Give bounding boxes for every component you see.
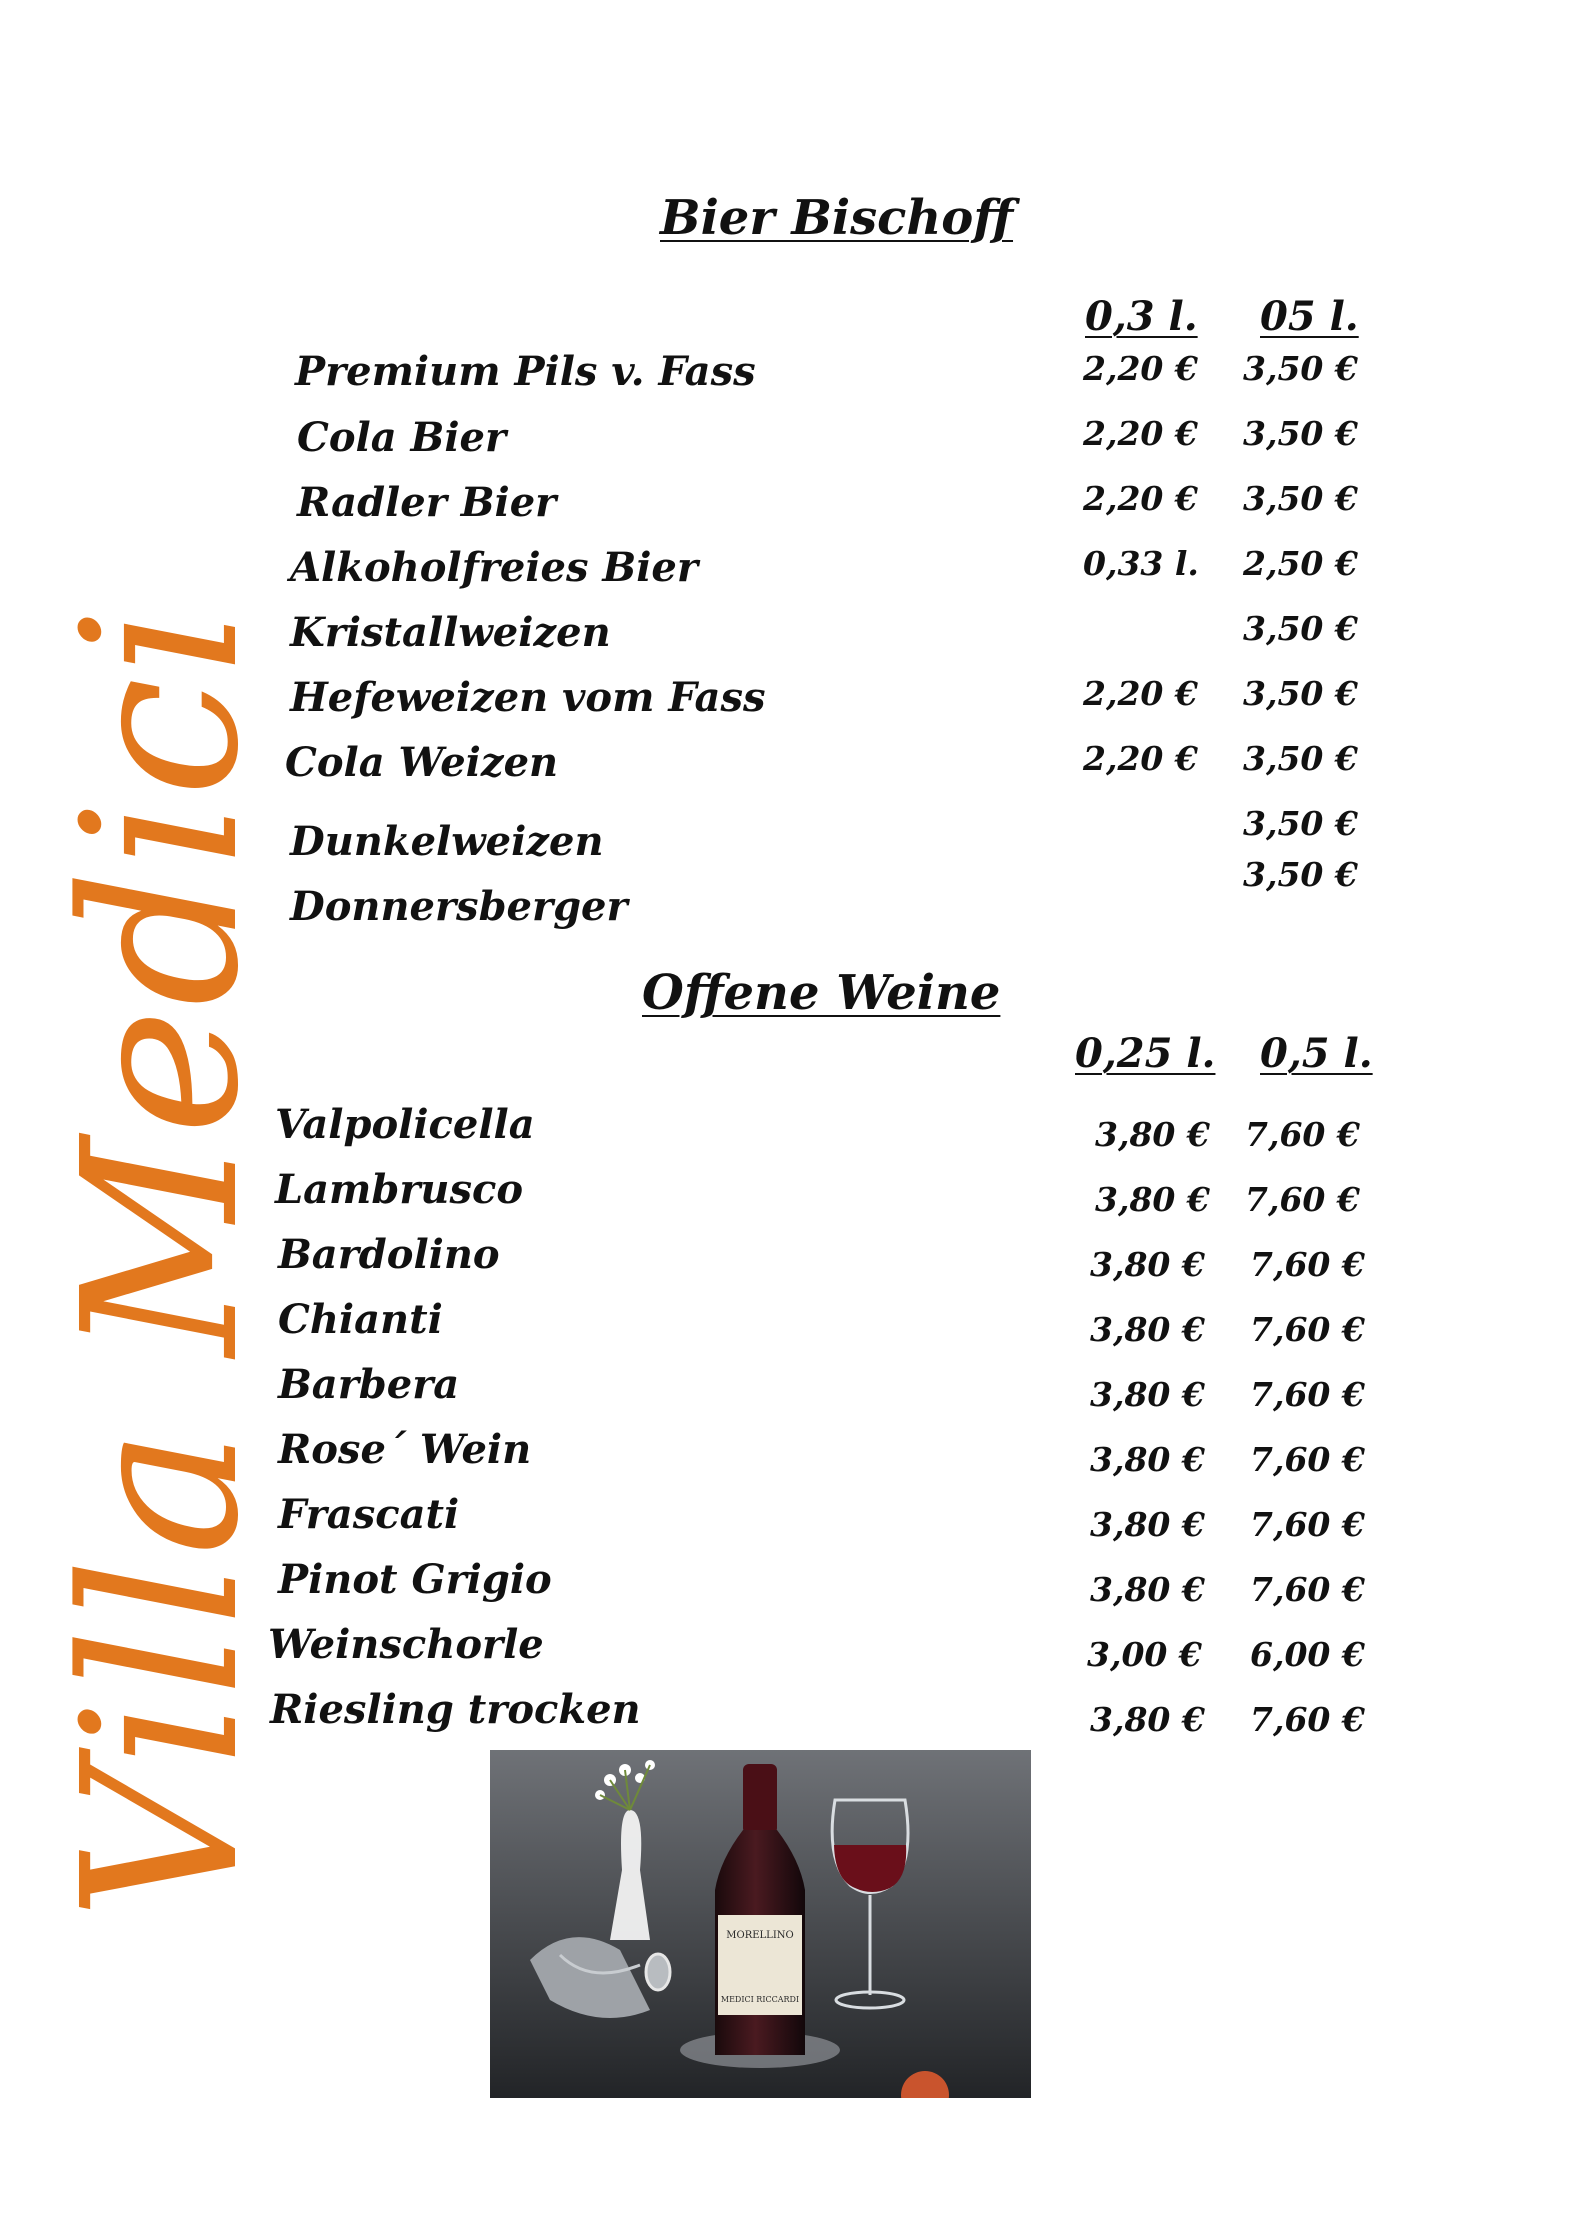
list-item: Premium Pils v. Fass [295,348,756,395]
list-item: Chianti [278,1296,443,1343]
beer-col1-header: 0,3 l. [1085,293,1198,340]
price-large: 3,50 € [1243,674,1358,713]
price-large: 3,50 € [1243,479,1358,518]
list-item: Barbera [278,1361,460,1408]
bottle-label-top: MORELLINO [726,1930,794,1941]
price-small: 2,20 € [1083,414,1198,453]
wine-photo-illustration [490,1750,1031,2098]
price-small: 3,80 € [1090,1700,1205,1739]
price-small: 2,20 € [1083,349,1198,388]
list-item: Alkoholfreies Bier [290,544,698,591]
price-large: 3,50 € [1243,739,1358,778]
list-item: Lambrusco [275,1166,524,1213]
list-item: Valpolicella [275,1101,535,1148]
price-large: 6,00 € [1250,1635,1365,1674]
list-item: Cola Bier [297,414,507,461]
price-large: 7,60 € [1250,1375,1365,1414]
price-small: 2,20 € [1083,479,1198,518]
list-item: Radler Bier [297,479,557,526]
price-large: 3,50 € [1243,609,1358,648]
price-small: 3,80 € [1090,1375,1205,1414]
wine-heading: Offene Weine [642,965,1001,1021]
list-item: Kristallweizen [290,609,611,656]
list-item: Riesling trocken [270,1686,641,1733]
list-item: Pinot Grigio [278,1556,552,1603]
wine-col2-header: 0,5 l. [1260,1030,1373,1077]
price-small: 3,80 € [1090,1245,1205,1284]
price-large: 7,60 € [1250,1440,1365,1479]
list-item: Rose´ Wein [278,1426,532,1473]
beer-heading: Bier Bischoff [660,190,1014,246]
list-item: Weinschorle [268,1621,544,1668]
price-large: 7,60 € [1250,1570,1365,1609]
list-item: Frascati [278,1491,460,1538]
wine-photo [490,1750,1031,2098]
list-item: Bardolino [278,1231,500,1278]
price-small: 3,80 € [1090,1505,1205,1544]
price-large: 3,50 € [1243,855,1358,894]
price-small: 3,00 € [1087,1635,1202,1674]
price-large: 2,50 € [1243,544,1358,583]
price-large: 7,60 € [1250,1700,1365,1739]
price-small: 3,80 € [1090,1440,1205,1479]
price-small: 2,20 € [1083,674,1198,713]
price-large: 7,60 € [1250,1505,1365,1544]
wine-col1-header: 0,25 l. [1075,1030,1216,1077]
price-large: 7,60 € [1250,1310,1365,1349]
beer-col2-header: 05 l. [1260,293,1359,340]
list-item: Cola Weizen [285,739,559,786]
brand-title: Villa Medici [37,604,286,1920]
price-large: 3,50 € [1243,414,1358,453]
price-small: 2,20 € [1083,739,1198,778]
price-large: 3,50 € [1243,349,1358,388]
price-large: 7,60 € [1245,1180,1360,1219]
price-small: 3,80 € [1095,1115,1210,1154]
price-small: 3,80 € [1095,1180,1210,1219]
price-large: 7,60 € [1250,1245,1365,1284]
list-item: Hefeweizen vom Fass [290,674,766,721]
price-small: 3,80 € [1090,1310,1205,1349]
list-item: Dunkelweizen [290,818,604,865]
price-small: 0,33 l. [1083,544,1199,583]
price-small: 3,80 € [1090,1570,1205,1609]
price-large: 3,50 € [1243,804,1358,843]
list-item: Donnersberger [290,883,628,930]
bottle-label-bottom: MEDICI RICCARDI [720,1995,800,2004]
price-large: 7,60 € [1245,1115,1360,1154]
